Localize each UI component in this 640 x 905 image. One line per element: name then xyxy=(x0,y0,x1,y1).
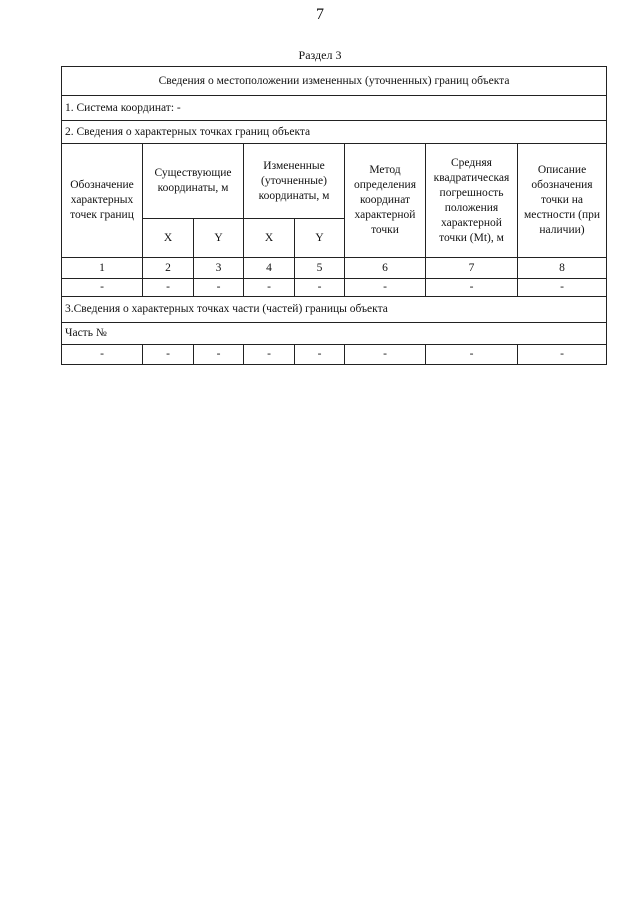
header-designation: Обозначение характерных точек границ xyxy=(62,144,143,258)
header-x-changed: X xyxy=(244,219,295,258)
table-title: Сведения о местоположении измененных (уточненных) границ объекта xyxy=(62,67,607,96)
table-cell: - xyxy=(426,345,518,365)
table-cell: - xyxy=(244,345,295,365)
column-number: 8 xyxy=(518,258,607,279)
table-cell: - xyxy=(295,279,345,297)
header-description: Описание обозначения точки на местности (при наличии) xyxy=(518,144,607,258)
column-number: 2 xyxy=(143,258,194,279)
header-x-existing: X xyxy=(143,219,194,258)
header-mean-error: Средняя квадратическая погрешность положения характерной точки (Mt), м xyxy=(426,144,518,258)
column-number: 3 xyxy=(194,258,244,279)
table-cell: - xyxy=(62,279,143,297)
section3-title-row xyxy=(62,297,607,323)
header-method: Метод определения координат характерной точки xyxy=(345,144,426,258)
section2-title-row xyxy=(62,121,607,144)
table-cell: - xyxy=(518,345,607,365)
table-title-row xyxy=(62,67,607,96)
header-y-changed: Y xyxy=(295,219,345,258)
table-row xyxy=(62,279,607,297)
page-number: 7 xyxy=(316,6,324,23)
section2-title: 2. Сведения о характерных точках границ объекта xyxy=(62,121,607,144)
section3-title: 3.Сведения о характерных точках части (частей) границы объекта xyxy=(62,297,607,323)
table-cell: - xyxy=(345,345,426,365)
table-cell: - xyxy=(295,345,345,365)
column-number: 6 xyxy=(345,258,426,279)
table-cell: - xyxy=(244,279,295,297)
column-number: 7 xyxy=(426,258,518,279)
header-row-1 xyxy=(62,144,607,219)
part-label-row xyxy=(62,323,607,345)
coordinate-system-row xyxy=(62,96,607,121)
table-cell: - xyxy=(143,279,194,297)
table-row xyxy=(62,345,607,365)
column-number: 4 xyxy=(244,258,295,279)
table-cell: - xyxy=(62,345,143,365)
table-cell: - xyxy=(426,279,518,297)
header-changed-coords: Измененные (уточненные) координаты, м xyxy=(244,144,345,219)
coordinate-system: 1. Система координат: - xyxy=(62,96,607,121)
table-cell: - xyxy=(194,345,244,365)
table-cell: - xyxy=(143,345,194,365)
column-number: 5 xyxy=(295,258,345,279)
table-cell: - xyxy=(518,279,607,297)
section-title: Раздел 3 xyxy=(298,48,342,62)
table-cell: - xyxy=(345,279,426,297)
header-existing-coords: Существующие координаты, м xyxy=(143,144,244,219)
column-number: 1 xyxy=(62,258,143,279)
column-numbers-row xyxy=(62,258,607,279)
boundary-points-table xyxy=(61,66,607,365)
header-y-existing: Y xyxy=(194,219,244,258)
part-label: Часть № xyxy=(62,323,607,345)
table-cell: - xyxy=(194,279,244,297)
